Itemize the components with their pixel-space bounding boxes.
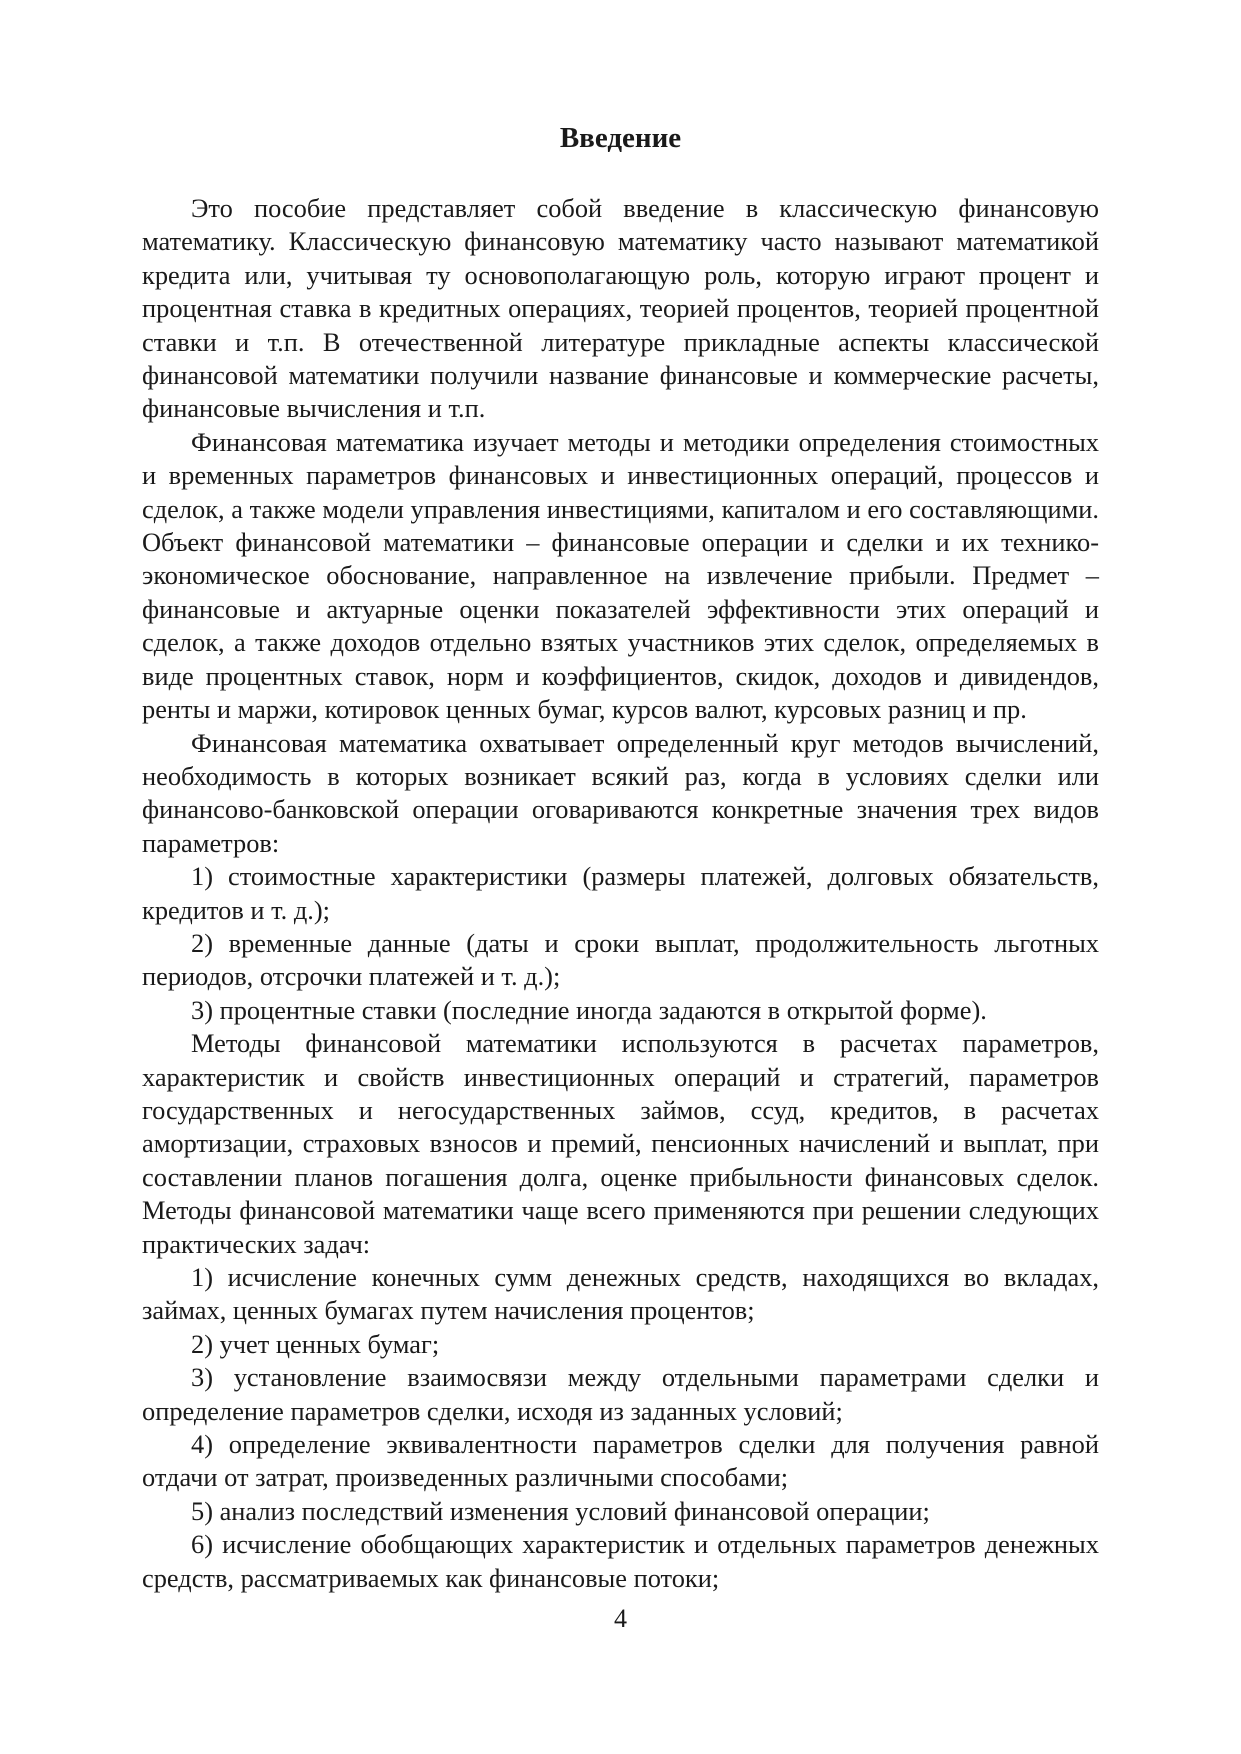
page-number: 4 [614, 1604, 627, 1633]
list-item-parameter-3: 3) процентные ставки (последние иногда задаются в открытой форме). [191, 994, 987, 1025]
page-title: Введение [559, 122, 682, 154]
list-item-parameter-2: 2) временные данные (даты и сроки выплат, продолжительность льготных периодов, отсрочки платежей и т. д.); [142, 927, 1099, 992]
list-item-task-4: 4) определение эквивалентности параметров сделки для получения равной отдачи от затрат, произведенных различными способами; [142, 1429, 1099, 1493]
paragraph-intro: Это пособие представляет собой введение в классическую финансовую математику. Классическую финансовую математику часто называют математикой кредита или, учитывая ту основополагающую роль, которую играют процент и процентная ставка в кредитных операциях, теорией процентов, теорией процентной ставки и т.п. В отечественной литературе прикладные аспекты классической финансовой математики получили название финансовые и коммерческие расчеты, финансовые вычисления и т.п. [142, 193, 1099, 424]
list-item-task-2: 2) учет ценных бумаг; [191, 1328, 440, 1359]
paragraph-applications: Методы финансовой математики используются в расчетах параметров, характеристик и свойств инвестиционных операций и стратегий, параметров государственных и негосударственных займов, ссуд, кредитов, в расчетах амортизации, страховых взносов и премий, пенсионных начислений и выплат, при составлении планов погашения долга, оценке прибыльности финансовых сделок. Методы финансовой математики чаще всего применяются при решении следующих практических задач: [142, 1028, 1099, 1259]
list-item-task-6: 6) исчисление обобщающих характеристик и отдельных параметров денежных средств, рассматриваемых как финансовые потоки; [142, 1529, 1099, 1593]
body-text [142, 192, 1099, 1595]
list-item-parameter-1: 1) стоимостные характеристики (размеры платежей, долговых обязательств, кредитов и т. д.); [142, 861, 1099, 925]
list-item-task-1: 1) исчисление конечных сумм денежных средств, находящихся во вкладах, займах, ценных бумагах путем начисления процентов; [142, 1262, 1099, 1326]
list-item-task-3: 3) установление взаимосвязи между отдельными параметрами сделки и определение параметров сделки, исходя из заданных условий; [142, 1362, 1099, 1426]
paragraph-methods: Финансовая математика охватывает определенный круг методов вычислений, необходимость в которых возникает всякий раз, когда в условиях сделки или финансово-банковской операции оговариваются конкретные значения трех видов параметров: [142, 727, 1099, 858]
list-item-task-5: 5) анализ последствий изменения условий финансовой операции; [191, 1495, 930, 1526]
paragraph-subject: Финансовая математика изучает методы и методики определения стоимостных и временных параметров финансовых и инвестиционных операций, процессов и сделок, а также модели управления инвестициями, капиталом и его составляющими. Объект финансовой математики – финансовые операции и сделки и их технико-экономическое обоснование, направленное на извлечение прибыли. Предмет – финансовые и актуарные оценки показателей эффективности этих операций и сделок, а также доходов отдельно взятых участников этих сделок, определяемых в виде процентных ставок, норм и коэффициентов, скидок, доходов и дивидендов, ренты и маржи, котировок ценных бумаг, курсов валют, курсовых разниц и пр. [142, 426, 1099, 725]
